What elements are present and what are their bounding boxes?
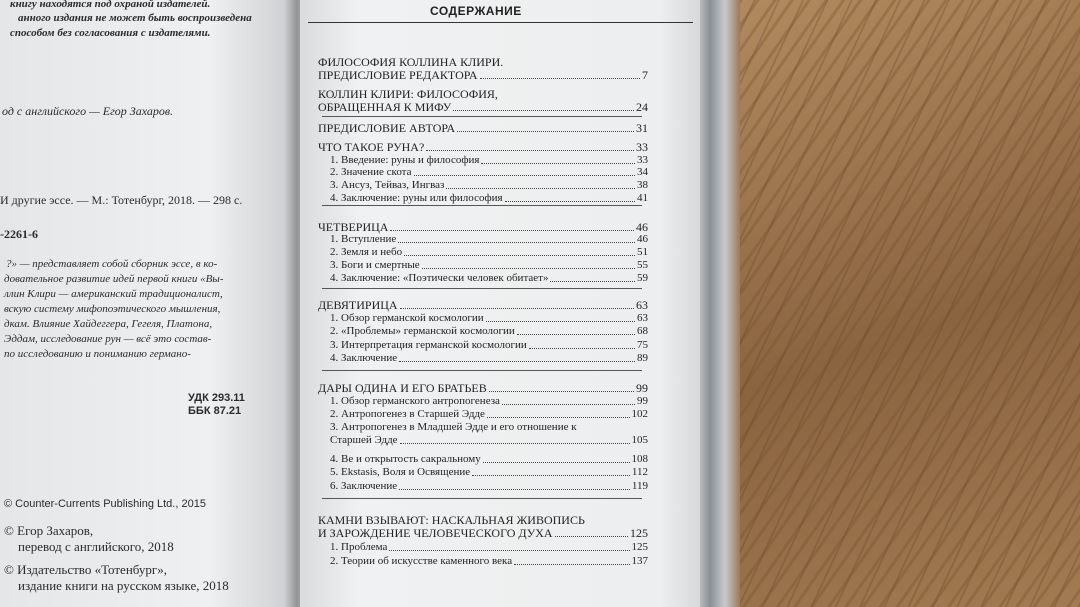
- toc-leader-dots: [505, 201, 635, 202]
- toc-entry: [318, 514, 648, 540]
- annotation-line: дкам. Влияние Хайдеггера, Гегеля, Платона,: [4, 318, 213, 330]
- toc-entry-title: 2. Теории об искусстве каменного века: [330, 555, 513, 567]
- toc-page-number: 34: [637, 166, 648, 178]
- toc-entry: [318, 382, 648, 395]
- toc-leader-dots: [529, 348, 635, 349]
- toc-entry-title: 2. Земля и небо: [330, 246, 403, 258]
- toc-entry-title: ЧЕТВЕРИЦА: [318, 220, 389, 234]
- toc-leader-dots: [398, 242, 635, 243]
- annotation-line: довательное развитие идей первой книги «Вы-: [4, 273, 224, 285]
- toc-leader-dots: [390, 230, 634, 231]
- toc-leader-dots: [472, 475, 630, 476]
- toc-leader-dots: [517, 334, 635, 335]
- toc-leader-dots: [414, 175, 635, 176]
- toc-page-number: 63: [637, 312, 648, 324]
- toc-entry-title: И ЗАРОЖДЕНИЕ ЧЕЛОВЕЧЕСКОГО ДУХА: [318, 526, 553, 540]
- toc-subentry: [330, 408, 648, 421]
- copyright-translator: © Егор Захаров,: [4, 523, 94, 538]
- toc-page-number: 38: [637, 179, 648, 191]
- toc-entry-title-line: КОЛЛИН КЛИРИ: ФИЛОСОФИЯ,: [318, 87, 498, 101]
- toc-entry-title: 4. Заключение: [330, 352, 398, 364]
- translator-line: од с английского — Егор Захаров.: [2, 104, 174, 118]
- toc-page-number: 119: [631, 480, 648, 492]
- toc-leader-dots: [422, 268, 635, 269]
- toc-entry-title: 6. Заключение: [330, 480, 398, 492]
- toc-page-number: 89: [637, 352, 648, 364]
- toc-page-number: 105: [631, 434, 648, 446]
- toc-entry-title: 3. Ансуз, Тейваз, Ингваз: [330, 179, 445, 191]
- toc-leader-dots: [514, 564, 629, 565]
- annotation-line: ?» — представляет собой сборник эссе, в ко-: [6, 258, 218, 270]
- toc-subentry: [330, 555, 648, 568]
- annotation-line: вскую систему мифопоэтического мышления,: [4, 303, 221, 315]
- toc-leader-dots: [400, 308, 634, 309]
- toc-leader-dots: [399, 361, 635, 362]
- toc-entry-title: ДАРЫ ОДИНА И ЕГО БРАТЬЕВ: [318, 381, 487, 395]
- toc-entry-title: 5. Ekstasis, Воля и Освящение: [330, 466, 471, 478]
- toc-subentry: [330, 541, 648, 554]
- toc-leader-dots: [555, 536, 628, 537]
- copyright-line: книгу находятся под охраной издателей.: [10, 0, 211, 10]
- toc-entry-title: ДЕВЯТИРИЦА: [318, 298, 398, 312]
- annotation-line: ллин Клири — американский традиционалист,: [4, 288, 223, 300]
- toc-entry: [318, 141, 648, 154]
- toc-page-number: 46: [637, 233, 648, 245]
- toc-entry-title: 3. Боги и смертные: [330, 259, 420, 271]
- toc-page-number: 33: [637, 154, 648, 166]
- toc-subentry: [330, 246, 648, 259]
- toc-entry: [318, 88, 648, 114]
- toc-entry-title: 1. Обзор германского антропогенеза: [330, 395, 500, 407]
- copyright-edition-note: издание книги на русском языке, 2018: [18, 578, 229, 593]
- toc-entry-title: 2. Значение скота: [330, 166, 412, 178]
- toc-page-number: 55: [637, 259, 648, 271]
- annotation-line: по исследованию и пониманию германо-: [4, 348, 191, 360]
- copyright-line: способом без согласования с издателями.: [10, 27, 211, 39]
- toc-entry-title: 1. Введение: руны и философия: [330, 154, 480, 166]
- toc-page-number: 46: [636, 220, 648, 234]
- toc-subentry: [330, 272, 648, 285]
- toc-subentry: [330, 259, 648, 272]
- toc-leader-dots: [487, 417, 630, 418]
- toc-leader-dots: [486, 321, 635, 322]
- toc-page-number: 112: [631, 466, 648, 478]
- section-divider: [322, 370, 642, 371]
- toc-page-number: 125: [630, 526, 648, 540]
- toc-page-number: 7: [642, 68, 648, 82]
- toc-page-number: 75: [637, 339, 648, 351]
- wooden-table: [705, 0, 1080, 607]
- toc-entry-title: Старшей Эдде: [330, 434, 398, 446]
- toc-subentry: [330, 453, 648, 466]
- toc-subentry: [330, 233, 648, 246]
- toc-entry: [318, 122, 648, 135]
- toc-leader-dots: [483, 462, 630, 463]
- toc-entry-title: ПРЕДИСЛОВИЕ АВТОРА: [318, 121, 456, 135]
- toc-subentry: [330, 166, 648, 179]
- toc-entry-title: 4. Заключение: «Поэтически человек обитает»: [330, 272, 549, 284]
- left-page: [0, 0, 300, 607]
- toc-entry-title-line: КАМНИ ВЗЫВАЮТ: НАСКАЛЬНАЯ ЖИВОПИСЬ: [318, 513, 585, 527]
- toc-page-number: 108: [631, 453, 648, 465]
- section-divider: [322, 205, 642, 206]
- toc-page-number: 24: [636, 100, 648, 114]
- toc-page-number: 33: [636, 140, 648, 154]
- toc-page-number: 137: [631, 555, 648, 567]
- toc-entry-title: 3. Интерпретация германской космологии: [330, 339, 527, 351]
- toc-leader-dots: [489, 391, 634, 392]
- toc-page-number: 51: [637, 246, 648, 258]
- toc-subentry: [330, 179, 648, 192]
- section-divider: [322, 116, 642, 117]
- toc-entry-title: ПРЕДИСЛОВИЕ РЕДАКТОРА: [318, 68, 478, 82]
- copyright-line: анного издания не может быть воспроизведена: [18, 12, 252, 24]
- toc-page-number: 125: [631, 541, 648, 553]
- toc-entry-title: 1. Проблема: [330, 541, 388, 553]
- toc-entry-title: 1. Обзор германской космологии: [330, 312, 484, 324]
- toc-leader-dots: [481, 163, 635, 164]
- toc-entry-title: 2. Антропогенез в Старшей Эдде: [330, 408, 485, 420]
- section-divider: [322, 498, 642, 499]
- header-rule: [308, 22, 693, 23]
- toc-subentry: [330, 325, 648, 338]
- copyright-publisher: © Counter-Currents Publishing Ltd., 2015: [4, 498, 206, 510]
- annotation-line: Эддам, исследование рун — всё это состав-: [4, 333, 212, 345]
- toc-entry-title: ЧТО ТАКОЕ РУНА?: [318, 140, 425, 154]
- toc-leader-dots: [389, 550, 629, 551]
- bbk-code: ББК 87.21: [188, 405, 242, 417]
- toc-entry-title: 4. Заключение: руны или философия: [330, 192, 503, 204]
- toc-page-number: 41: [637, 192, 648, 204]
- toc-entry-title: ОБРАЩЕННАЯ К МИФУ: [318, 100, 452, 114]
- toc-entry: [318, 299, 648, 312]
- toc-leader-dots: [550, 281, 635, 282]
- toc-entry-title: 2. «Проблемы» германской космологии: [330, 325, 515, 337]
- copyright-translator-note: перевод с английского, 2018: [18, 539, 174, 554]
- contents-page: [300, 0, 700, 607]
- toc-page-number: 99: [637, 395, 648, 407]
- toc-leader-dots: [502, 404, 635, 405]
- toc-leader-dots: [446, 188, 635, 189]
- toc-entry-title-line: 3. Антропогенез в Младшей Эдде и его отношение к: [330, 421, 577, 433]
- toc-leader-dots: [399, 489, 630, 490]
- toc-entry: [318, 56, 648, 82]
- copyright-edition: © Издательство «Тотенбург»,: [4, 562, 167, 577]
- contents-title: СОДЕРЖАНИЕ: [430, 4, 522, 18]
- toc-leader-dots: [426, 150, 634, 151]
- toc-leader-dots: [404, 255, 635, 256]
- toc-page-number: 102: [631, 408, 648, 420]
- toc-page-number: 68: [637, 325, 648, 337]
- toc-subentry: [330, 395, 648, 408]
- toc-page-number: 63: [636, 298, 648, 312]
- toc-leader-dots: [457, 131, 634, 132]
- toc-page-number: 59: [637, 272, 648, 284]
- toc-page-number: 31: [636, 121, 648, 135]
- toc-subentry: [330, 421, 648, 447]
- toc-entry-title-line: ФИЛОСОФИЯ КОЛЛИНА КЛИРИ.: [318, 55, 504, 69]
- toc-subentry: [330, 480, 648, 493]
- toc-subentry: [330, 352, 648, 365]
- toc-subentry: [330, 339, 648, 352]
- toc-subentry: [330, 466, 648, 479]
- toc-subentry: [330, 192, 648, 205]
- toc-leader-dots: [400, 443, 630, 444]
- toc-page-number: 99: [636, 381, 648, 395]
- toc-leader-dots: [480, 78, 640, 79]
- toc-entry-title: 1. Вступление: [330, 233, 397, 245]
- isbn-line: -2261-6: [0, 227, 38, 241]
- udk-code: УДК 293.11: [188, 392, 245, 404]
- toc-subentry: [330, 312, 648, 325]
- toc-leader-dots: [453, 110, 634, 111]
- section-divider: [322, 288, 642, 289]
- citation-line: И другие эссе. — М.: Тотенбург, 2018. — 298 с.: [0, 193, 243, 207]
- toc-entry-title: 4. Ве и открытость сакральному: [330, 453, 481, 465]
